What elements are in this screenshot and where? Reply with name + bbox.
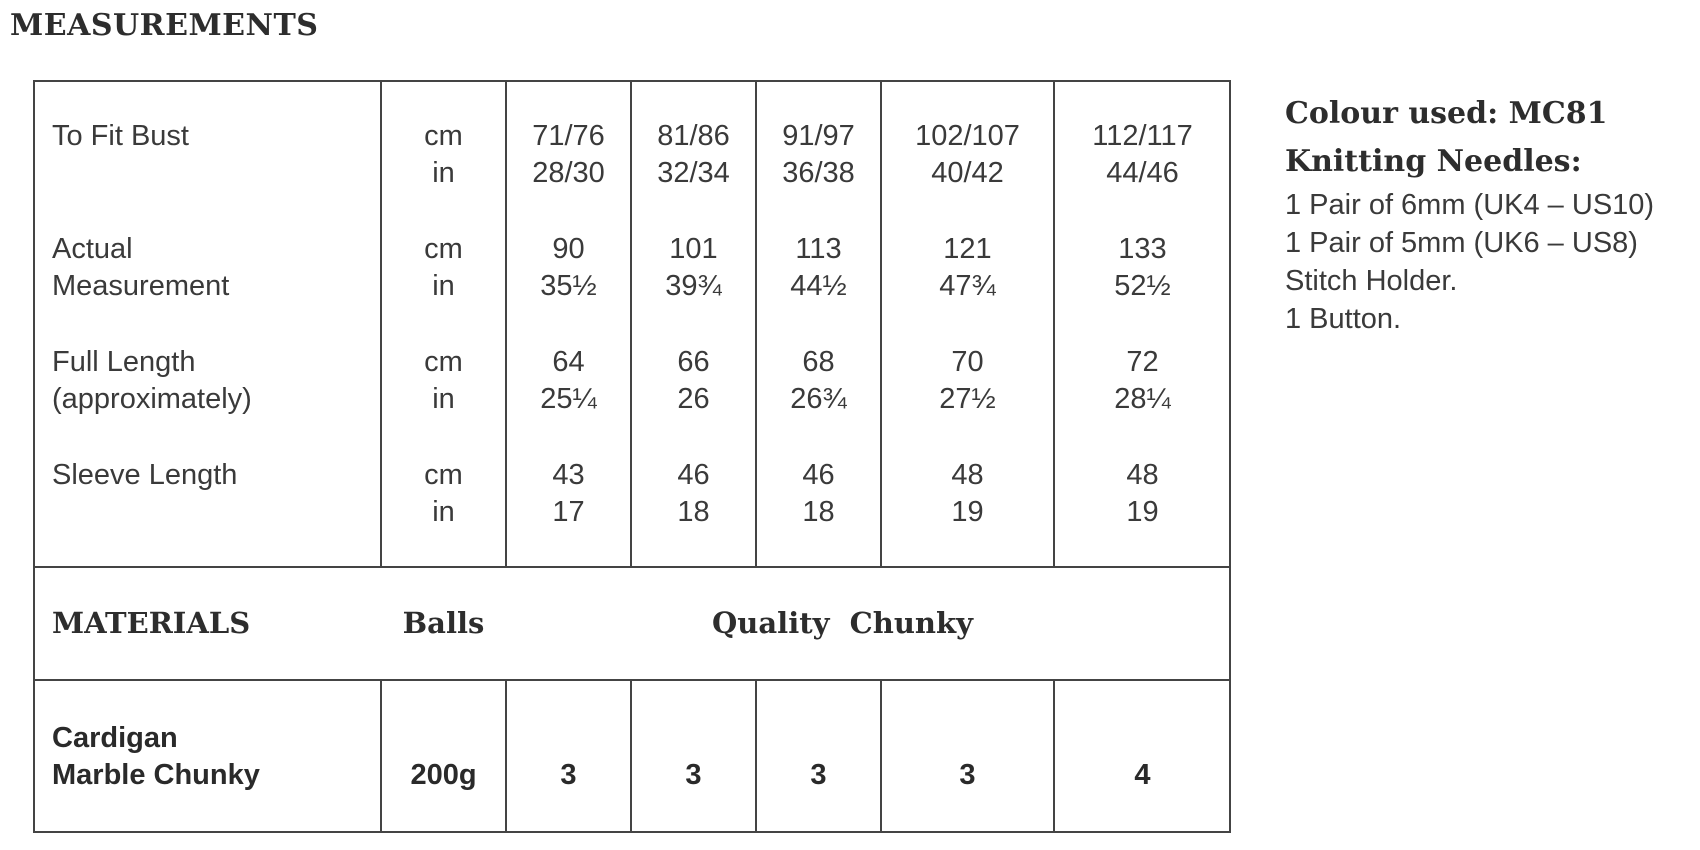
- value-cm: 121: [943, 233, 992, 265]
- value-in: 44½: [790, 270, 847, 302]
- value-in: 28/30: [532, 157, 605, 189]
- value-cm: 91/97: [782, 120, 855, 152]
- balls-heading: Balls: [402, 606, 485, 640]
- value-in: 47¾: [939, 270, 996, 302]
- list-item: 1 Pair of 6mm (UK4 – US10): [1285, 189, 1655, 221]
- value-in: 19: [1126, 496, 1159, 528]
- value-cm: 90: [552, 233, 585, 265]
- value-cell: [506, 118, 631, 192]
- value-cm: 81/86: [657, 120, 730, 152]
- row-label-sleeve-length: [52, 457, 237, 494]
- list-item: 1 Pair of 5mm (UK6 – US8): [1285, 227, 1638, 259]
- balls-count: 4: [1134, 759, 1151, 791]
- value-cell: [881, 457, 1054, 531]
- value-in: 27½: [939, 383, 996, 415]
- value-cell: [506, 457, 631, 531]
- colour-used: Colour used: MC81: [1285, 96, 1608, 131]
- row-label-line: Measurement: [52, 270, 230, 302]
- unit-cm: cm: [424, 346, 463, 378]
- measurements-table: [33, 80, 1231, 833]
- materials-label-line: Marble Chunky: [52, 759, 260, 791]
- value-cm: 102/107: [915, 120, 1020, 152]
- unit-cell: [381, 231, 506, 305]
- materials-weight: 200g: [410, 759, 477, 791]
- value-in: 39¾: [665, 270, 722, 302]
- value-cell: [631, 457, 756, 531]
- value-cell: [506, 231, 631, 305]
- unit-in: in: [432, 157, 455, 189]
- value-cm: 71/76: [532, 120, 605, 152]
- unit-in: in: [432, 383, 455, 415]
- value-cm: 48: [1126, 459, 1159, 491]
- value-cm: 70: [951, 346, 984, 378]
- value-cm: 46: [802, 459, 835, 491]
- balls-count: 3: [560, 759, 577, 791]
- row-label-full-length: [52, 344, 252, 418]
- value-in: 44/46: [1106, 157, 1179, 189]
- value-in: 26¾: [790, 383, 847, 415]
- value-cell: [1054, 231, 1231, 305]
- quality-heading: Quality Chunky: [712, 606, 973, 640]
- value-cm: 48: [951, 459, 984, 491]
- unit-cell: [381, 118, 506, 192]
- unit-cell: [381, 344, 506, 418]
- value-cm: 101: [669, 233, 718, 265]
- unit-cm: cm: [424, 120, 463, 152]
- value-cell: [881, 118, 1054, 192]
- value-in: 35½: [540, 270, 597, 302]
- unit-in: in: [432, 496, 455, 528]
- value-cm: 133: [1118, 233, 1167, 265]
- value-cm: 66: [677, 346, 710, 378]
- value-in: 52½: [1114, 270, 1171, 302]
- value-in: 19: [951, 496, 984, 528]
- value-in: 18: [677, 496, 710, 528]
- unit-cm: cm: [424, 459, 463, 491]
- value-cell: [881, 344, 1054, 418]
- value-in: 36/38: [782, 157, 855, 189]
- materials-heading: MATERIALS: [52, 606, 251, 640]
- row-label-line: Sleeve Length: [52, 459, 238, 491]
- row-label-line: Actual: [52, 233, 133, 265]
- row-label-line: (approximately): [52, 383, 252, 415]
- value-in: 26: [677, 383, 710, 415]
- value-cell: [1054, 344, 1231, 418]
- value-cell: [1054, 118, 1231, 192]
- value-cell: [756, 118, 881, 192]
- value-cell: [1054, 457, 1231, 531]
- balls-count: 3: [685, 759, 702, 791]
- value-cm: 68: [802, 346, 835, 378]
- value-cm: 64: [552, 346, 585, 378]
- materials-row-label: [52, 720, 260, 794]
- balls-count: 3: [810, 759, 827, 791]
- value-in: 17: [552, 496, 585, 528]
- page-title: MEASUREMENTS: [10, 8, 319, 43]
- value-in: 18: [802, 496, 835, 528]
- unit-in: in: [432, 270, 455, 302]
- value-in: 40/42: [931, 157, 1004, 189]
- value-cell: [631, 344, 756, 418]
- value-cm: 112/117: [1092, 120, 1193, 152]
- value-cell: [631, 231, 756, 305]
- value-cell: [756, 457, 881, 531]
- row-label-to-fit-bust: [52, 118, 189, 155]
- value-cm: 113: [795, 233, 842, 265]
- value-cm: 43: [552, 459, 585, 491]
- unit-cm: cm: [424, 233, 463, 265]
- side-info: [1285, 90, 1695, 338]
- value-cm: 72: [1126, 346, 1159, 378]
- materials-label-line: Cardigan: [52, 722, 178, 754]
- balls-count: 3: [959, 759, 976, 791]
- row-label-actual-measurement: [52, 231, 229, 305]
- value-in: 25¼: [540, 383, 597, 415]
- value-cell: [756, 344, 881, 418]
- value-cell: [756, 231, 881, 305]
- value-cm: 46: [677, 459, 710, 491]
- list-item: 1 Button.: [1285, 303, 1402, 335]
- value-in: 28¼: [1114, 383, 1171, 415]
- value-cell: [881, 231, 1054, 305]
- knitting-needles-heading: Knitting Needles:: [1285, 144, 1582, 179]
- row-label-line: Full Length: [52, 346, 196, 378]
- row-label-line: To Fit Bust: [52, 120, 189, 152]
- value-in: 32/34: [657, 157, 730, 189]
- unit-cell: [381, 457, 506, 531]
- value-cell: [506, 344, 631, 418]
- value-cell: [631, 118, 756, 192]
- list-item: Stitch Holder.: [1285, 265, 1458, 297]
